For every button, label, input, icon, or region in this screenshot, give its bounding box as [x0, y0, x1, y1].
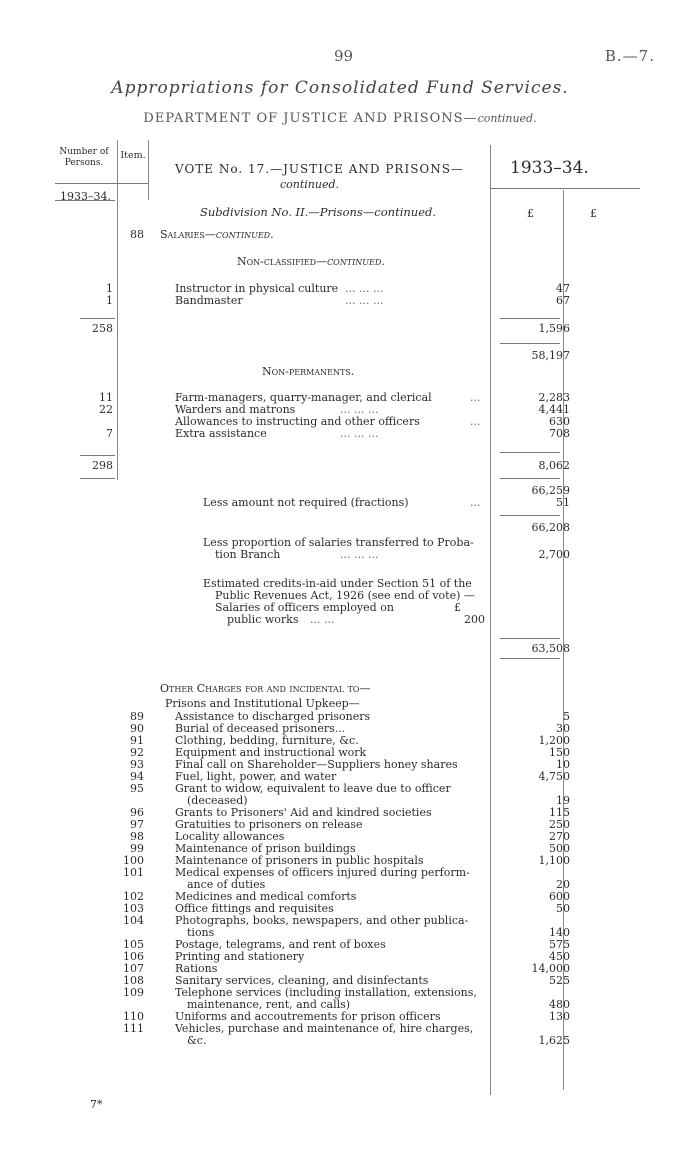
less-transfer-amount: 2,700: [538, 548, 570, 561]
persons-count: 11: [99, 391, 113, 404]
line-description: Rations: [175, 962, 218, 975]
line-amount: 480: [549, 998, 570, 1011]
line-description: Locality allowances: [175, 830, 285, 843]
footer-mark: 7*: [90, 1098, 103, 1111]
item-number: 97: [130, 818, 144, 831]
charge-line-row: [0, 1023, 700, 1035]
sum-rule: [500, 515, 560, 516]
item-number: 102: [123, 890, 144, 903]
nonpermanents-total-row: [0, 460, 700, 472]
item-number: 88: [130, 228, 144, 241]
nonclassified-heading-row: [0, 256, 700, 268]
line-amount: 140: [549, 926, 570, 939]
sum-amount: 66,208: [531, 521, 570, 534]
line-amount: 250: [549, 818, 570, 831]
line-description: Vehicles, purchase and maintenance of, hire charges,: [175, 1022, 474, 1035]
page-number: 99: [334, 47, 354, 65]
item-number: 100: [123, 854, 144, 867]
line-description: Assistance to discharged prisoners: [175, 710, 371, 723]
line-amount: 10: [556, 758, 570, 771]
credits-pound: £: [454, 601, 461, 614]
item-number: 89: [130, 710, 144, 723]
line-amount: 1,200: [538, 734, 570, 747]
line-amount: 708: [549, 427, 570, 440]
charge-line-row: [0, 939, 700, 951]
pound-symbol: £: [590, 207, 597, 220]
salaries-continued: continued.: [215, 228, 274, 241]
item-number: 107: [123, 962, 144, 975]
nonclassified-continued: continued.: [327, 255, 385, 268]
persons-count: 1: [106, 282, 113, 295]
upkeep-heading-row: [0, 698, 700, 710]
line-description: Equipment and instructional work: [175, 746, 367, 759]
line-description: Medicines and medical comforts: [175, 890, 357, 903]
credits-label: Estimated credits-in-aid under Section 51 of the: [203, 577, 472, 590]
leader-dots: ...: [470, 415, 481, 428]
charge-line-row: [0, 711, 700, 723]
item-number: 96: [130, 806, 144, 819]
salaries-heading: [160, 229, 274, 241]
credits-label-cont: Public Revenues Act, 1926 (see end of vote) —: [215, 589, 475, 602]
item-number: 99: [130, 842, 144, 855]
leader-dots: ...: [470, 391, 481, 404]
line-amount: 2,283: [538, 391, 570, 404]
line-description: Grants to Prisoners' Aid and kindred societies: [175, 806, 432, 819]
persons-total: 298: [92, 459, 113, 472]
other-charges-heading-row: [0, 683, 700, 695]
total-rule: [500, 478, 560, 479]
item-number: 91: [130, 734, 144, 747]
line-amount: 47: [556, 282, 570, 295]
item-number: 95: [130, 782, 144, 795]
line-amount: 1,625: [538, 1034, 570, 1047]
line-amount: 525: [549, 974, 570, 987]
credits-amount: 200: [464, 613, 485, 626]
column-rule: [148, 140, 149, 200]
item-number: 110: [123, 1010, 144, 1023]
charge-line-row: [0, 867, 700, 879]
item-number: 98: [130, 830, 144, 843]
upkeep-heading: Prisons and Institutional Upkeep—: [165, 697, 360, 710]
charge-line-row: [0, 891, 700, 903]
nonpermanents-heading: Non-permanents.: [262, 365, 355, 378]
less-fractions-label: Less amount not required (fractions): [203, 496, 409, 509]
department-name: DEPARTMENT OF JUSTICE AND PRISONS—: [143, 111, 478, 126]
line-description-cont: tions: [187, 926, 215, 939]
net-amount: 63,508: [531, 642, 570, 655]
line-amount: 4,441: [538, 403, 570, 416]
item-number: 108: [123, 974, 144, 987]
item-number: 104: [123, 914, 144, 927]
line-description: Bandmaster: [175, 294, 243, 307]
carried-forward-amount: 58,197: [531, 349, 570, 362]
salaries-subtotal-row: [0, 323, 700, 335]
leader-dots: ... ... ...: [340, 548, 379, 561]
charge-line-row: [0, 951, 700, 963]
leader-dots: ... ... ...: [345, 294, 384, 307]
persons-column-header: Number of Persons.: [59, 147, 109, 168]
line-description: Uniforms and accoutrements for prison officers: [175, 1010, 441, 1023]
item-number: 105: [123, 938, 144, 951]
subdivision-heading: Subdivision No. II.—Prisons—continued.: [200, 205, 437, 219]
charge-line-row: [0, 783, 700, 795]
item-number: 103: [123, 902, 144, 915]
item-number: 90: [130, 722, 144, 735]
line-description: Maintenance of prison buildings: [175, 842, 356, 855]
line-amount: 19: [556, 794, 570, 807]
line-description: Final call on Shareholder—Suppliers honey shares: [175, 758, 458, 771]
line-amount: 5: [563, 710, 570, 723]
vote-continued: continued.: [280, 178, 340, 191]
line-description-cont: ance of duties: [187, 878, 266, 891]
charge-line-row: [0, 915, 700, 927]
credits-row-3: [0, 602, 700, 614]
salaries-label: Salaries—: [160, 228, 216, 241]
subtotal-rule: [500, 318, 560, 319]
leader-dots: ... ... ...: [340, 403, 379, 416]
line-amount: 30: [556, 722, 570, 735]
leader-dots: ... ... ...: [340, 427, 379, 440]
line-amount: 1,100: [538, 854, 570, 867]
department-suffix: continued.: [477, 112, 537, 125]
amount-total: 8,062: [538, 459, 570, 472]
nonclassified-heading: [237, 256, 385, 268]
total-rule: [80, 455, 115, 456]
sum-amount: 66,259: [531, 484, 570, 497]
line-amount: 575: [549, 938, 570, 951]
header-rule: [490, 188, 640, 189]
line-description: Allowances to instructing and other officers: [175, 415, 420, 428]
line-description: Farm-managers, quarry-manager, and clerical: [175, 391, 432, 404]
line-amount: 4,750: [538, 770, 570, 783]
line-description: Grant to widow, equivalent to leave due to officer: [175, 782, 451, 795]
vote-title: VOTE No. 17.—JUSTICE AND PRISONS—: [175, 162, 464, 176]
net-rule: [500, 658, 560, 659]
salary-line-row: [0, 295, 700, 307]
line-description-cont: maintenance, rent, and calls): [187, 998, 351, 1011]
header-rule: [55, 183, 148, 184]
line-amount: 500: [549, 842, 570, 855]
less-fractions-row: [0, 497, 700, 509]
nonpermanent-line-row: [0, 428, 700, 440]
charge-line-row: [0, 987, 700, 999]
item-number: 101: [123, 866, 144, 879]
line-description: Telephone services (including installation, extensions,: [175, 986, 477, 999]
line-description-cont: (deceased): [187, 794, 248, 807]
line-description: Photographs, books, newspapers, and other publica-: [175, 914, 469, 927]
item-number: 93: [130, 758, 144, 771]
line-amount: 270: [549, 830, 570, 843]
less-transfer-row-2: [0, 549, 700, 561]
line-description: Fuel, light, power, and water: [175, 770, 337, 783]
line-amount: 20: [556, 878, 570, 891]
leader-dots: ...: [470, 496, 481, 509]
line-amount: 50: [556, 902, 570, 915]
credits-salaries-label: Salaries of officers employed on: [215, 601, 394, 614]
line-description: Extra assistance: [175, 427, 267, 440]
line-amount: 450: [549, 950, 570, 963]
net-rule: [500, 638, 560, 639]
line-amount: 115: [549, 806, 570, 819]
charge-line-row: [0, 819, 700, 831]
item-number: 94: [130, 770, 144, 783]
item-number: 106: [123, 950, 144, 963]
charge-line-row-cont: [0, 1035, 700, 1047]
page-title: Appropriations for Consolidated Fund Services.: [111, 78, 569, 98]
total-rule: [500, 452, 560, 453]
persons-count: 7: [106, 427, 113, 440]
less-transfer-label: Less proportion of salaries transferred to Proba-: [203, 536, 474, 549]
line-amount: 150: [549, 746, 570, 759]
persons-count: 1: [106, 294, 113, 307]
line-description-cont: &c.: [187, 1034, 207, 1047]
less-fractions-amount: 51: [556, 496, 570, 509]
line-description: Warders and matrons: [175, 403, 296, 416]
line-description: Postage, telegrams, and rent of boxes: [175, 938, 386, 951]
total-rule: [80, 478, 115, 479]
item-number: 109: [123, 986, 144, 999]
nonclassified-label: Non-classified—: [237, 255, 328, 268]
pound-symbol: £: [527, 207, 534, 220]
amount-subtotal: 1,596: [538, 322, 570, 335]
item-number: 111: [123, 1022, 144, 1035]
salaries-heading-row: [0, 229, 700, 241]
persons-year: 1933–34.: [60, 190, 111, 203]
leader-dots: ... ... ...: [345, 282, 384, 295]
charge-line-row: [0, 759, 700, 771]
nonpermanents-heading-row: [0, 366, 700, 378]
department-heading: [0, 111, 690, 126]
line-description: Printing and stationery: [175, 950, 305, 963]
credits-row-4: [0, 614, 700, 626]
persons-count: 22: [99, 403, 113, 416]
line-amount: 630: [549, 415, 570, 428]
line-description: Office fittings and requisites: [175, 902, 334, 915]
line-description: Instructor in physical culture: [175, 282, 339, 295]
line-description: Medical expenses of officers injured during perform-: [175, 866, 470, 879]
line-amount: 67: [556, 294, 570, 307]
other-charges-heading: Other Charges for and incidental to—: [160, 682, 371, 695]
persons-subtotal: 258: [92, 322, 113, 335]
subtotal-rule: [80, 318, 115, 319]
year-column-header: 1933–34.: [510, 158, 589, 178]
line-description: Sanitary services, cleaning, and disinfectants: [175, 974, 429, 987]
line-amount: 14,000: [531, 962, 570, 975]
credits-public-works-label: public works: [227, 613, 299, 626]
line-description: Gratuities to prisoners on release: [175, 818, 363, 831]
line-description: Clothing, bedding, furniture, &c.: [175, 734, 359, 747]
document-reference: B.—7.: [604, 47, 655, 65]
line-description: Burial of deceased prisoners...: [175, 722, 346, 735]
line-amount: 600: [549, 890, 570, 903]
subtotal-rule: [500, 343, 560, 344]
line-amount: 130: [549, 1010, 570, 1023]
item-column-header: Item.: [120, 150, 146, 161]
item-number: 92: [130, 746, 144, 759]
leader-dots: ... ...: [310, 613, 335, 626]
line-description: Maintenance of prisoners in public hospitals: [175, 854, 424, 867]
less-transfer-label-cont: tion Branch: [215, 548, 281, 561]
